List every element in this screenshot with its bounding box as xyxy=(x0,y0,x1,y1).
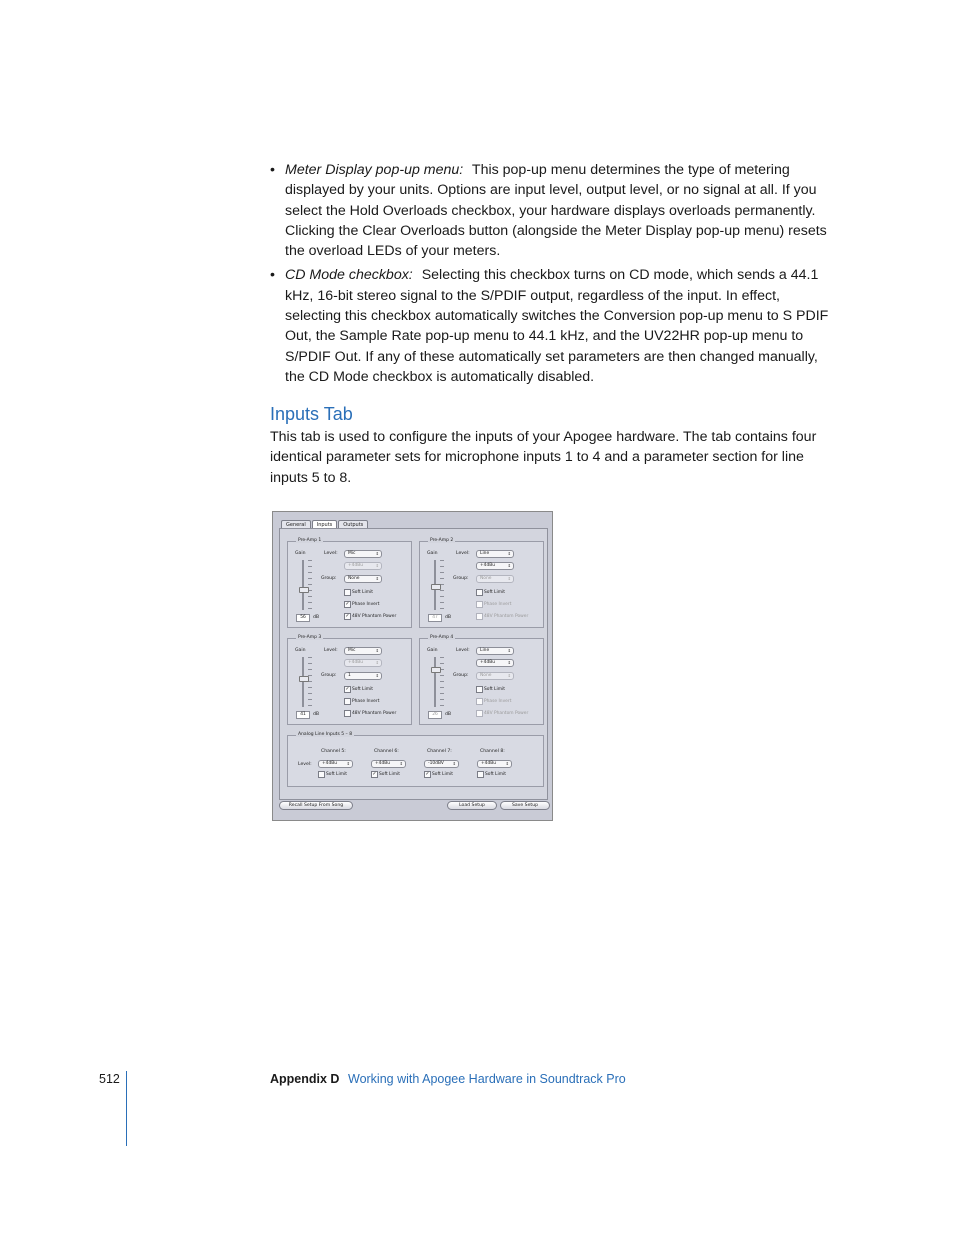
checkbox-soft-limit[interactable] xyxy=(476,589,483,596)
inputs-tab-screenshot xyxy=(272,511,553,821)
checkbox-label: Soft Limit xyxy=(485,772,506,777)
gain-slider-knob[interactable] xyxy=(299,587,309,593)
sublevel-popup-value: +4dBu xyxy=(480,563,496,568)
popup-arrows-icon: ⇕ xyxy=(507,551,511,556)
checkbox-label: 48V Phantom Power xyxy=(484,614,529,619)
gain-slider-track xyxy=(302,657,304,707)
tab-outputs[interactable]: Outputs xyxy=(338,520,368,530)
group-popup[interactable] xyxy=(476,575,514,583)
bullet-text: Selecting this checkbox turns on CD mode, which sends a 44.1 kHz, 16-bit stereo signal to the S/PDIF output, regardless of the input. In effect, selecting this checkbox automatically switches the Conversion pop-up menu to S PDIF Out, the Sample Rate pop-up menu to 44.1 kHz, and the UV22HR pop-up menu to S/PDIF Out. If any of these automatically set parameters are then changed manually, the CD Mode checkbox is automatically disabled. xyxy=(285,267,829,385)
bullet-meter-display xyxy=(270,160,830,261)
group-popup[interactable] xyxy=(344,672,382,680)
level-popup[interactable] xyxy=(344,647,382,655)
db-label: dB xyxy=(313,712,320,717)
checkbox-soft-limit[interactable]: ✓ xyxy=(345,686,350,692)
checkbox-label: Soft Limit xyxy=(352,687,373,692)
section-heading: Inputs Tab xyxy=(270,404,353,424)
db-label: dB xyxy=(313,615,320,620)
gain-label: Gain xyxy=(427,648,438,653)
checkbox-48v-phantom-power[interactable] xyxy=(344,710,351,717)
load-setup-button[interactable]: Load Setup xyxy=(447,801,497,810)
sublevel-popup-value: +4dBu xyxy=(348,660,364,665)
checkbox-phase-invert[interactable] xyxy=(344,698,351,705)
checkbox-label: Soft Limit xyxy=(379,772,400,777)
preamp-group-4 xyxy=(419,635,544,725)
sublevel-popup[interactable] xyxy=(344,562,382,570)
popup-arrows-icon: ⇕ xyxy=(452,761,456,766)
checkbox-label: 48V Phantom Power xyxy=(352,711,397,716)
group-popup[interactable] xyxy=(476,672,514,680)
popup-arrows-icon: ⇕ xyxy=(375,563,379,568)
level-popup-value: Mic xyxy=(348,551,356,556)
gain-value[interactable]: 26 xyxy=(428,711,442,719)
bullet-cd-mode xyxy=(270,265,830,387)
footer-appendix: Appendix D xyxy=(270,1072,340,1086)
level-popup[interactable] xyxy=(476,550,514,558)
checkbox-label: Soft Limit xyxy=(326,772,347,777)
channel-level-popup[interactable] xyxy=(318,760,353,768)
preamp-group-3 xyxy=(287,635,412,725)
checkbox-label: Phase Invert xyxy=(484,699,512,704)
level-label: Level: xyxy=(456,551,470,556)
checkbox-48v-phantom-power[interactable]: ✓ xyxy=(345,613,350,619)
preamp-title: Pre-Amp 3 xyxy=(298,635,322,640)
recall-setup-button[interactable]: Recall Setup From Song xyxy=(279,801,353,810)
sublevel-popup[interactable] xyxy=(476,562,514,570)
analog-level-label: Level: xyxy=(298,762,312,767)
checkbox-phase-invert[interactable] xyxy=(476,698,483,705)
checkbox-label: 48V Phantom Power xyxy=(352,614,397,619)
popup-arrows-icon: ⇕ xyxy=(507,673,511,678)
save-setup-button[interactable]: Save Setup xyxy=(500,801,550,810)
sublevel-popup[interactable] xyxy=(476,659,514,667)
gain-slider-knob[interactable] xyxy=(431,584,441,590)
gain-slider-track xyxy=(302,560,304,610)
preamp-title: Pre-Amp 2 xyxy=(430,538,454,543)
preamp-group-1 xyxy=(287,538,412,628)
section-paragraph: This tab is used to configure the inputs of your Apogee hardware. The tab contains four identical parameter sets for microphone inputs 1 to 4 and a parameter section for line inputs 5 to 8. xyxy=(270,429,817,486)
bullet-dot: • xyxy=(270,267,275,284)
group-popup-value: 1 xyxy=(348,673,351,678)
checkbox-soft-limit[interactable] xyxy=(476,686,483,693)
page-number: 512 xyxy=(99,1072,120,1086)
checkbox-label: Phase Invert xyxy=(352,699,380,704)
checkbox-label: 48V Phantom Power xyxy=(484,711,529,716)
checkbox-soft-limit[interactable] xyxy=(477,771,484,778)
gain-slider-knob[interactable] xyxy=(299,676,309,682)
level-popup-value: Line xyxy=(480,648,490,653)
checkbox-label: Soft Limit xyxy=(352,590,373,595)
footer-rule xyxy=(126,1071,127,1146)
bullet-list xyxy=(270,160,830,391)
group-popup[interactable] xyxy=(344,575,382,583)
bullet-dot: • xyxy=(270,162,275,178)
checkbox-label: Soft Limit xyxy=(484,687,505,692)
popup-arrows-icon: ⇕ xyxy=(505,761,509,766)
tab-general[interactable]: General xyxy=(281,520,311,530)
channel-name: Channel 7: xyxy=(427,749,452,754)
gain-slider-knob[interactable] xyxy=(431,667,441,673)
sublevel-popup-value: +4dBu xyxy=(480,660,496,665)
channel-name: Channel 6: xyxy=(374,749,399,754)
analog-group-title: Analog Line Inputs 5 – 8 xyxy=(298,732,353,737)
popup-arrows-icon: ⇕ xyxy=(346,761,350,766)
bullet-text: This pop-up menu determines the type of metering displayed by your units. Options are input level, output level, or no signal at all. If you select the Hold Overloads checkbox, your hardware displays overloads permanently. Clicking the Clear Overloads button (alongside the Meter Display pop-up menu) resets the overload LEDs of your meters. xyxy=(285,162,827,260)
group-label: Group: xyxy=(453,673,469,678)
gain-value[interactable]: 47 xyxy=(428,614,442,622)
gain-ticks xyxy=(308,657,312,707)
checkbox-phase-invert[interactable] xyxy=(476,601,483,608)
checkbox-label: Phase Invert xyxy=(352,602,380,607)
channel-level-value: -10dBV xyxy=(428,761,444,766)
level-popup-value: Line xyxy=(480,551,490,556)
checkbox-48v-phantom-power[interactable] xyxy=(476,613,483,620)
popup-arrows-icon: ⇕ xyxy=(399,761,403,766)
sublevel-popup[interactable] xyxy=(344,659,382,667)
group-popup-value: None xyxy=(480,673,492,678)
checkbox-soft-limit[interactable]: ✓ xyxy=(372,771,377,777)
channel-level-popup[interactable] xyxy=(477,760,512,768)
db-label: dB xyxy=(445,615,452,620)
channel-level-popup[interactable] xyxy=(424,760,459,768)
checkbox-soft-limit[interactable] xyxy=(318,771,325,778)
checkbox-label: Soft Limit xyxy=(432,772,453,777)
channel-level-popup[interactable] xyxy=(371,760,406,768)
group-label: Group: xyxy=(453,576,469,581)
channel-level-value: +4dBu xyxy=(481,761,497,766)
popup-arrows-icon: ⇕ xyxy=(375,673,379,678)
bullet-term: Meter Display pop-up menu: xyxy=(285,162,464,178)
channel-level-value: +4dBu xyxy=(322,761,338,766)
gain-label: Gain xyxy=(295,551,306,556)
popup-arrows-icon: ⇕ xyxy=(507,563,511,568)
level-popup[interactable] xyxy=(476,647,514,655)
checkbox-phase-invert[interactable]: ✓ xyxy=(345,601,350,607)
group-popup-value: None xyxy=(480,576,492,581)
sublevel-popup-value: +4dBu xyxy=(348,563,364,568)
group-label: Group: xyxy=(321,576,337,581)
gain-label: Gain xyxy=(427,551,438,556)
gain-ticks xyxy=(440,657,444,707)
analog-line-inputs-group xyxy=(287,732,544,787)
popup-arrows-icon: ⇕ xyxy=(507,576,511,581)
group-popup-value: None xyxy=(348,576,360,581)
checkbox-48v-phantom-power[interactable] xyxy=(476,710,483,717)
popup-arrows-icon: ⇕ xyxy=(507,660,511,665)
checkbox-label: Soft Limit xyxy=(484,590,505,595)
footer-chapter-link[interactable]: Working with Apogee Hardware in Soundtrack Pro xyxy=(348,1072,626,1086)
checkbox-soft-limit[interactable]: ✓ xyxy=(425,771,430,777)
checkbox-soft-limit[interactable] xyxy=(344,589,351,596)
gain-label: Gain xyxy=(295,648,306,653)
level-popup-value: Mic xyxy=(348,648,356,653)
preamp-title: Pre-Amp 4 xyxy=(430,635,454,640)
channel-name: Channel 5: xyxy=(321,749,346,754)
popup-arrows-icon: ⇕ xyxy=(375,551,379,556)
popup-arrows-icon: ⇕ xyxy=(375,648,379,653)
channel-name: Channel 8: xyxy=(480,749,505,754)
gain-value[interactable]: 41 xyxy=(296,711,310,719)
checkbox-label: Phase Invert xyxy=(484,602,512,607)
gain-slider-track xyxy=(434,657,436,707)
level-label: Level: xyxy=(456,648,470,653)
tab-inputs[interactable]: Inputs xyxy=(312,520,338,530)
level-label: Level: xyxy=(324,648,338,653)
popup-arrows-icon: ⇕ xyxy=(375,576,379,581)
preamp-title: Pre-Amp 1 xyxy=(298,538,322,543)
bullet-term: CD Mode checkbox: xyxy=(285,267,413,284)
level-label: Level: xyxy=(324,551,338,556)
gain-ticks xyxy=(308,560,312,610)
preamp-group-2 xyxy=(419,538,544,628)
popup-arrows-icon: ⇕ xyxy=(375,660,379,665)
level-popup[interactable] xyxy=(344,550,382,558)
gain-value[interactable]: 56 xyxy=(296,614,310,622)
channel-level-value: +4dBu xyxy=(375,761,391,766)
db-label: dB xyxy=(445,712,452,717)
popup-arrows-icon: ⇕ xyxy=(507,648,511,653)
group-label: Group: xyxy=(321,673,337,678)
